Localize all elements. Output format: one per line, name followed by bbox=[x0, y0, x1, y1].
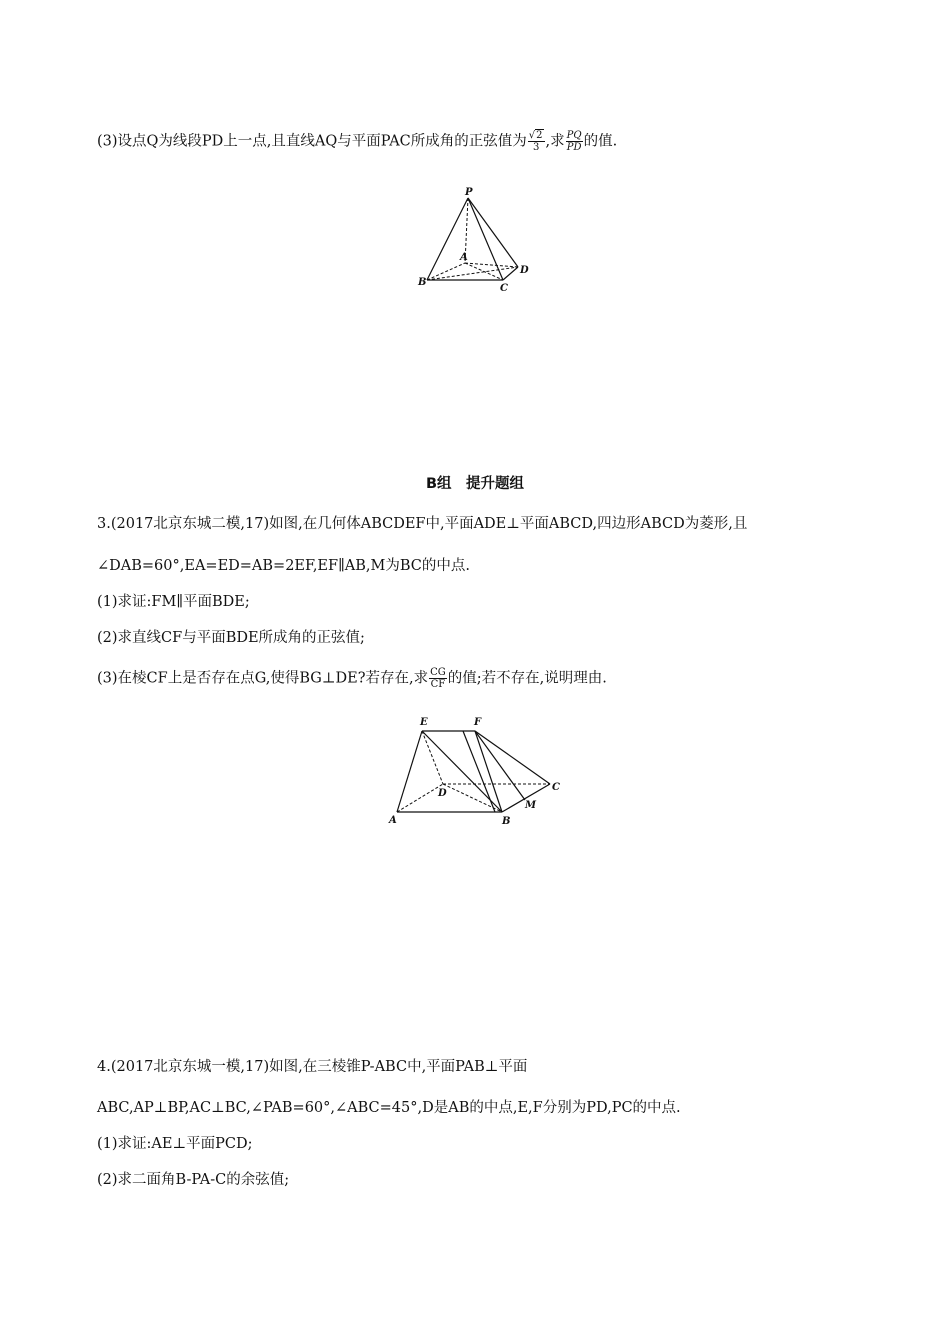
label-d2: D bbox=[438, 788, 447, 799]
label-p: P bbox=[465, 187, 473, 198]
cg-over-cf-fraction: $\frac{CG}{CF}$ bbox=[430, 667, 446, 690]
label-d: D bbox=[520, 265, 529, 276]
label-a: A bbox=[460, 252, 468, 263]
label-c2: C bbox=[552, 782, 560, 793]
q4-line2: ABC,AP⊥BP,AC⊥BC,∠PAB=60°,∠ABC=45°,D是AB的中点,E,F分别为PD,PC的中点. bbox=[97, 1100, 681, 1116]
polyhedron-figure bbox=[385, 712, 575, 830]
q4-line1: 4.(2017北京东城一模,17)如图,在三棱锥P-ABC中,平面PAB⊥平面 bbox=[97, 1059, 528, 1075]
sqrt2-over-3-fraction: $\frac{√2}{3}$ bbox=[528, 130, 543, 153]
label-b: B bbox=[418, 277, 427, 288]
q3-part3-line bbox=[97, 667, 607, 690]
q3-part2: (2)求直线CF与平面BDE所成角的正弦值; bbox=[97, 630, 365, 646]
q3-line1: 3.(2017北京东城二模,17)如图,在几何体ABCDEF中,平面ADE⊥平面ABCD,四边形ABCD为菱形,且 bbox=[97, 516, 748, 532]
section-heading: B组 提升题组 bbox=[425, 476, 525, 492]
sqrt-symbol: √2 bbox=[528, 130, 543, 141]
q4-part1: (1)求证:AE⊥平面PCD; bbox=[97, 1136, 253, 1152]
label-a2: A bbox=[389, 815, 397, 826]
q2-part3-mid: ,求 bbox=[545, 133, 565, 150]
q3-part1: (1)求证:FM∥平面BDE; bbox=[97, 594, 250, 610]
q3-line2: ∠DAB=60°,EA=ED=AB=2EF,EF∥AB,M为BC的中点. bbox=[97, 558, 470, 574]
label-b2: B bbox=[502, 816, 511, 827]
label-f: F bbox=[474, 717, 482, 728]
q2-part3-suffix: 的值. bbox=[583, 133, 618, 150]
pyramid-figure bbox=[415, 185, 535, 295]
label-m: M bbox=[525, 800, 537, 811]
q2-part3-line bbox=[97, 130, 617, 153]
q4-part2: (2)求二面角B-PA-C的余弦值; bbox=[97, 1172, 290, 1188]
label-c: C bbox=[500, 283, 508, 294]
q3-part3-prefix: (3)在棱CF上是否存在点G,使得BG⊥DE?若存在,求 bbox=[97, 670, 429, 687]
q2-part3-prefix: (3)设点Q为线段PD上一点,且直线AQ与平面PAC所成角的正弦值为 bbox=[97, 133, 527, 150]
pq-over-pd-fraction: $\frac{PQ}{PD}$ bbox=[566, 130, 582, 153]
label-e: E bbox=[420, 717, 428, 728]
q3-part3-suffix: 的值;若不存在,说明理由. bbox=[447, 670, 607, 687]
